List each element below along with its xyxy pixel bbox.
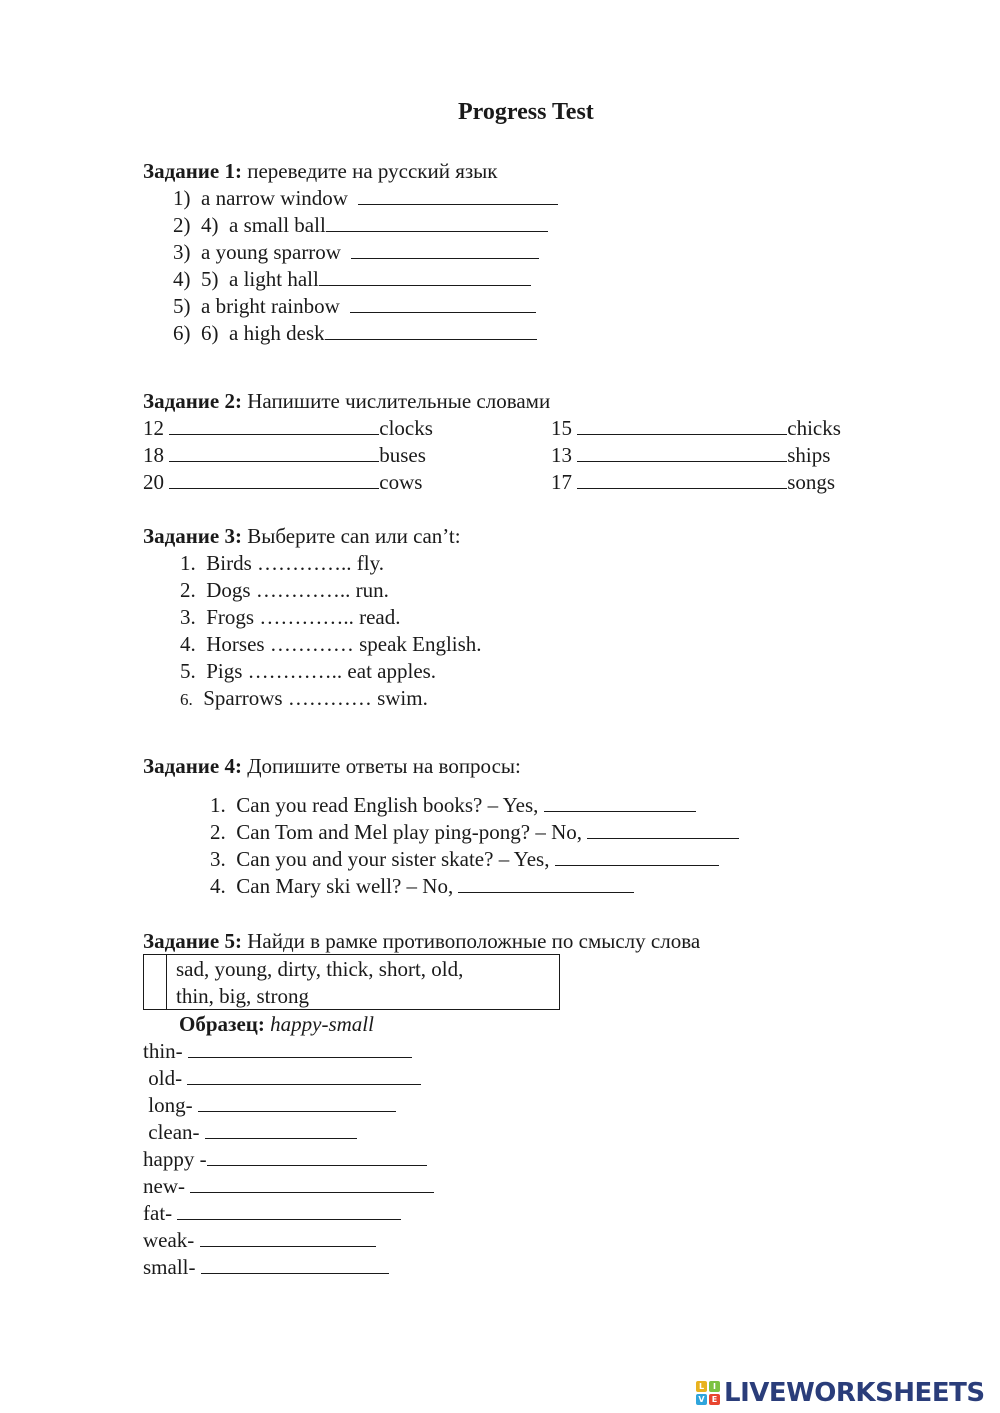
item-number: 4. (210, 874, 226, 898)
word: weak- (143, 1228, 200, 1252)
item-text: Birds ………….. fly. (206, 551, 384, 575)
task5-heading-label: Задание 5: (143, 929, 242, 953)
word: fat- (143, 1201, 178, 1225)
item-number: 3) (173, 240, 191, 264)
task3-heading-label: Задание 3: (143, 524, 242, 548)
number: 13 (551, 443, 572, 467)
noun: ships (787, 443, 831, 467)
item-number: 1) (173, 186, 191, 210)
task3-item (180, 634, 482, 655)
task3-heading-text: Выберите can или can’t: (241, 524, 461, 548)
answer-line[interactable] (319, 269, 531, 286)
item-number: 2. (210, 820, 226, 844)
sample (179, 1014, 374, 1035)
noun: chicks (787, 416, 841, 440)
item-number: 2) (173, 213, 191, 237)
task3-item (180, 553, 384, 574)
task1-item (173, 269, 531, 290)
answer-line[interactable] (169, 445, 379, 462)
task4-item (210, 795, 696, 816)
logo-grid-cell: I (709, 1381, 720, 1392)
opposite-item (143, 1176, 434, 1197)
answer-line[interactable] (188, 1041, 412, 1058)
answer-line[interactable] (325, 323, 537, 340)
task2-heading-text: Напишите числительные словами (241, 389, 551, 413)
item-number: 4. (180, 632, 196, 656)
task5-heading (143, 931, 700, 952)
answer-line[interactable] (177, 1203, 401, 1220)
answer-line[interactable] (587, 822, 739, 839)
item-number: 3. (210, 847, 226, 871)
answer-line[interactable] (201, 1257, 389, 1274)
answer-line[interactable] (169, 418, 379, 435)
liveworksheets-logo (696, 1378, 985, 1408)
answer-line[interactable] (205, 1122, 357, 1139)
item-number: 1. (180, 551, 196, 575)
item-text: Pigs ………….. eat apples. (206, 659, 437, 683)
opposite-item (143, 1095, 396, 1116)
word: thin- (143, 1039, 188, 1063)
word: long- (143, 1093, 198, 1117)
task5-heading-text: Найди в рамке противоположные по смыслу слова (241, 929, 701, 953)
item-number: 3. (180, 605, 196, 629)
sample-value: happy-small (264, 1012, 374, 1036)
item-text: 4) a small ball (195, 213, 326, 237)
task4-heading (143, 756, 521, 777)
item-text: 5) a light hall (201, 267, 319, 291)
word: new- (143, 1174, 191, 1198)
logo-grid-cell: V (696, 1394, 707, 1405)
word-box-line-1: sad, young, dirty, thick, short, old, (176, 957, 464, 981)
task1-item (173, 296, 536, 317)
word: clean- (143, 1120, 205, 1144)
answer-line[interactable] (326, 215, 548, 232)
task2-row (551, 418, 841, 439)
opposite-item (143, 1068, 421, 1089)
task4-item (210, 849, 719, 870)
number: 18 (143, 443, 164, 467)
task1-heading-label: Задание 1: (143, 159, 242, 183)
task3-item (180, 580, 389, 601)
logo-grid-cell: L (696, 1381, 707, 1392)
noun: clocks (379, 416, 433, 440)
word-box-line-2: thin, big, strong (176, 984, 310, 1008)
answer-line[interactable] (351, 242, 539, 259)
task2-row (551, 472, 835, 493)
item-number: 6. (180, 690, 193, 709)
task1-item (173, 242, 539, 263)
item-text: a bright rainbow (201, 294, 340, 318)
logo-grid-icon (696, 1381, 720, 1405)
item-text: Can Mary ski well? – No, (236, 874, 459, 898)
item-text: a narrow window (201, 186, 348, 210)
item-number: 2. (180, 578, 196, 602)
answer-line[interactable] (577, 418, 787, 435)
number: 15 (551, 416, 572, 440)
task4-heading-text: Допишите ответы на вопросы: (241, 754, 521, 778)
answer-line[interactable] (350, 296, 536, 313)
answer-line[interactable] (190, 1176, 434, 1193)
task4-item (210, 822, 739, 843)
task1-heading (143, 161, 498, 182)
answer-line[interactable] (198, 1095, 396, 1112)
task1-heading-text: переведите на русский язык (241, 159, 498, 183)
item-number: 1. (210, 793, 226, 817)
answer-line[interactable] (577, 472, 787, 489)
task3-heading (143, 526, 461, 547)
item-text: Horses ………… speak English. (206, 632, 482, 656)
item-number: 4) (173, 267, 191, 291)
number: 12 (143, 416, 164, 440)
answer-line[interactable] (555, 849, 719, 866)
logo-grid-cell: E (709, 1394, 720, 1405)
logo-text: LIVEWORKSHEETS (724, 1378, 985, 1408)
task1-item (173, 323, 537, 344)
answer-line[interactable] (458, 876, 634, 893)
item-text: Sparrows ………… swim. (203, 686, 428, 710)
noun: cows (379, 470, 423, 494)
number: 20 (143, 470, 164, 494)
answer-line[interactable] (187, 1068, 421, 1085)
item-number: 5) (173, 294, 191, 318)
item-text: Can you and your sister skate? – Yes, (236, 847, 555, 871)
item-number: 6) (173, 321, 191, 345)
task3-item (180, 688, 428, 709)
box-divider (166, 955, 167, 1009)
opposite-item (143, 1122, 357, 1143)
opposite-item (143, 1230, 376, 1251)
task3-item (180, 661, 436, 682)
item-number: 5. (180, 659, 196, 683)
number: 17 (551, 470, 572, 494)
task2-heading-label: Задание 2: (143, 389, 242, 413)
task2-heading (143, 391, 550, 412)
page-title: Progress Test (458, 99, 594, 125)
item-text: Frogs ………….. read. (206, 605, 401, 629)
opposite-item (143, 1203, 401, 1224)
opposite-item (143, 1149, 427, 1170)
item-text: a young sparrow (201, 240, 341, 264)
task1-item (173, 215, 548, 236)
answer-line[interactable] (200, 1230, 376, 1247)
answer-line[interactable] (169, 472, 379, 489)
answer-line[interactable] (577, 445, 787, 462)
answer-line[interactable] (207, 1149, 427, 1166)
item-text: Can you read English books? – Yes, (236, 793, 544, 817)
sample-label: Образец: (179, 1012, 265, 1036)
task2-row (143, 418, 433, 439)
item-text: 6) a high desk (195, 321, 325, 345)
word: small- (143, 1255, 201, 1279)
answer-line[interactable] (544, 795, 696, 812)
task2-row (551, 445, 830, 466)
word: old- (143, 1066, 188, 1090)
task4-heading-label: Задание 4: (143, 754, 242, 778)
word: happy - (143, 1147, 207, 1171)
noun: songs (787, 470, 836, 494)
task2-row (143, 472, 422, 493)
item-text: Can Tom and Mel play ping-pong? – No, (236, 820, 588, 844)
answer-line[interactable] (358, 188, 558, 205)
task1-item (173, 188, 558, 209)
opposite-item (143, 1257, 389, 1278)
task3-item (180, 607, 400, 628)
item-text: Dogs ………….. run. (206, 578, 389, 602)
noun: buses (379, 443, 426, 467)
task2-row (143, 445, 426, 466)
task4-item (210, 876, 634, 897)
opposite-item (143, 1041, 412, 1062)
